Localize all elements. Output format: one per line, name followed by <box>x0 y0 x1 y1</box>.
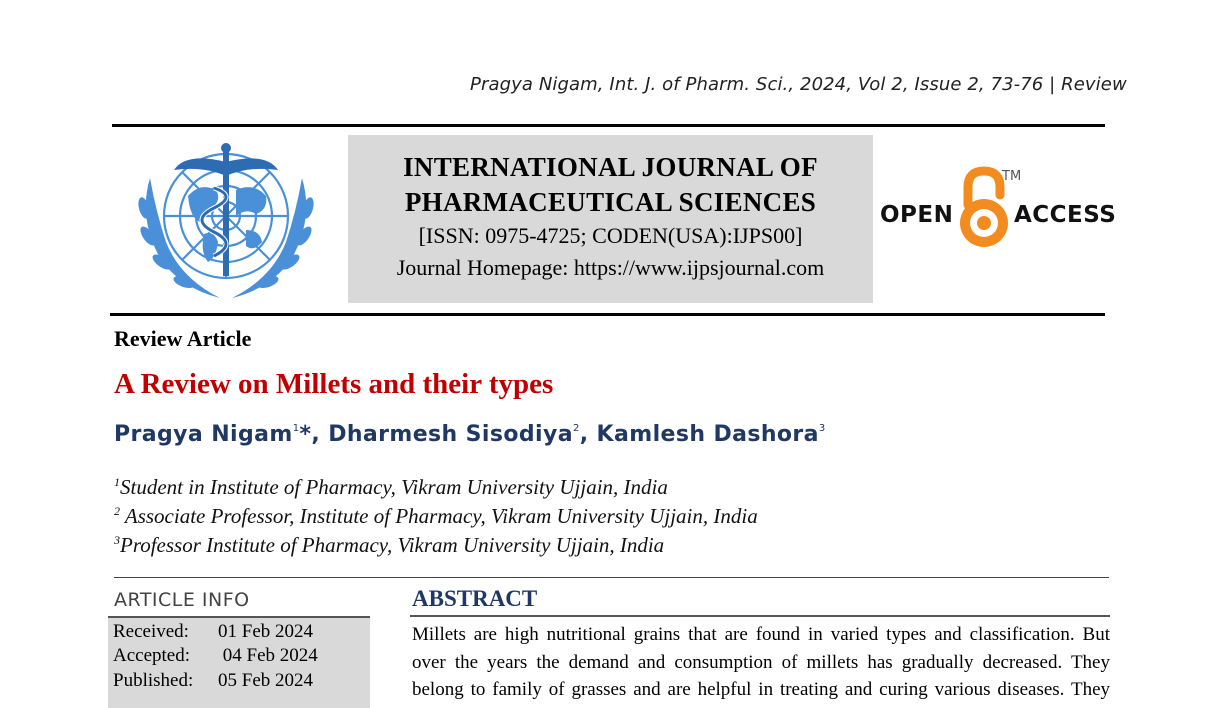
article-info-value: 05 Feb 2024 <box>218 670 313 691</box>
author-name: Kamlesh Dashora <box>596 422 819 447</box>
author-separator: *, <box>299 422 329 447</box>
affiliation-text: Associate Professor, Institute of Pharmacy, Vikram University Ujjain, India <box>120 504 758 528</box>
abstract-line: Millets are high nutritional grains that are found in varied types and classification. But <box>412 624 1110 645</box>
open-access-logo <box>878 165 1117 255</box>
article-info-heading: ARTICLE INFO <box>114 589 250 611</box>
header-bottom-rule <box>110 313 1105 316</box>
journal-issn: [ISSN: 0975-4725; CODEN(USA):IJPS00] <box>418 223 803 248</box>
journal-homepage: Journal Homepage: https://www.ijpsjournal.com <box>396 255 825 280</box>
author-list <box>114 422 826 447</box>
article-info-label: Received: <box>113 621 189 642</box>
header-top-rule <box>112 124 1105 127</box>
affiliation-mark: 3 <box>114 533 120 547</box>
affiliation-2 <box>114 504 758 529</box>
affiliation-3 <box>114 533 664 558</box>
article-info-row-received <box>113 621 313 643</box>
article-info-label: Accepted: <box>113 645 191 666</box>
affiliation-text: Professor Institute of Pharmacy, Vikram University Ujjain, India <box>120 533 665 557</box>
open-access-left-text: OPEN <box>880 202 954 228</box>
abstract-line: over the years the demand and consumption of millets has gradually decreased. They <box>412 651 1110 673</box>
section-divider <box>114 577 1109 578</box>
affiliation-text: Student in Institute of Pharmacy, Vikram University Ujjain, India <box>120 475 668 499</box>
abstract-body <box>412 621 1110 704</box>
article-info-value: 01 Feb 2024 <box>218 621 313 642</box>
article-info-box <box>108 616 370 708</box>
author-name: Pragya Nigam <box>114 422 293 447</box>
article-type: Review Article <box>114 326 252 351</box>
affiliation-mark: 1 <box>114 475 120 489</box>
journal-title-line-1: INTERNATIONAL JOURNAL OF <box>403 152 818 182</box>
author-affiliation-mark: 2 <box>572 423 580 434</box>
author-affiliation-mark: 3 <box>818 423 826 434</box>
author-separator: , <box>579 422 597 447</box>
running-head: Pragya Nigam, Int. J. of Pharm. Sci., 2024, Vol 2, Issue 2, 73-76 | Review <box>470 74 1127 95</box>
journal-header-box <box>348 135 873 303</box>
author-affiliation-mark: 1 <box>292 423 300 434</box>
article-info-label: Published: <box>113 670 194 691</box>
affiliation-1 <box>114 475 668 500</box>
affiliation-mark: 2 <box>114 504 120 518</box>
article-info-value: 04 Feb 2024 <box>218 645 318 666</box>
open-access-tm: TM <box>1002 169 1022 184</box>
abstract-line: belong to family of grasses and are helpful in treating and curing various diseases. They <box>412 679 1110 700</box>
author-name: Dharmesh Sisodiya <box>328 422 573 447</box>
article-title: A Review on Millets and their types <box>114 368 554 400</box>
article-info-row-accepted <box>113 645 318 667</box>
open-access-right-text: ACCESS <box>1014 202 1117 228</box>
abstract-heading-rule <box>410 615 1110 617</box>
abstract-heading: ABSTRACT <box>412 586 538 611</box>
article-info-row-published <box>113 670 313 692</box>
journal-title-line-2: PHARMACEUTICAL SCIENCES <box>404 187 817 217</box>
journal-logo-emblem-icon <box>128 138 324 304</box>
